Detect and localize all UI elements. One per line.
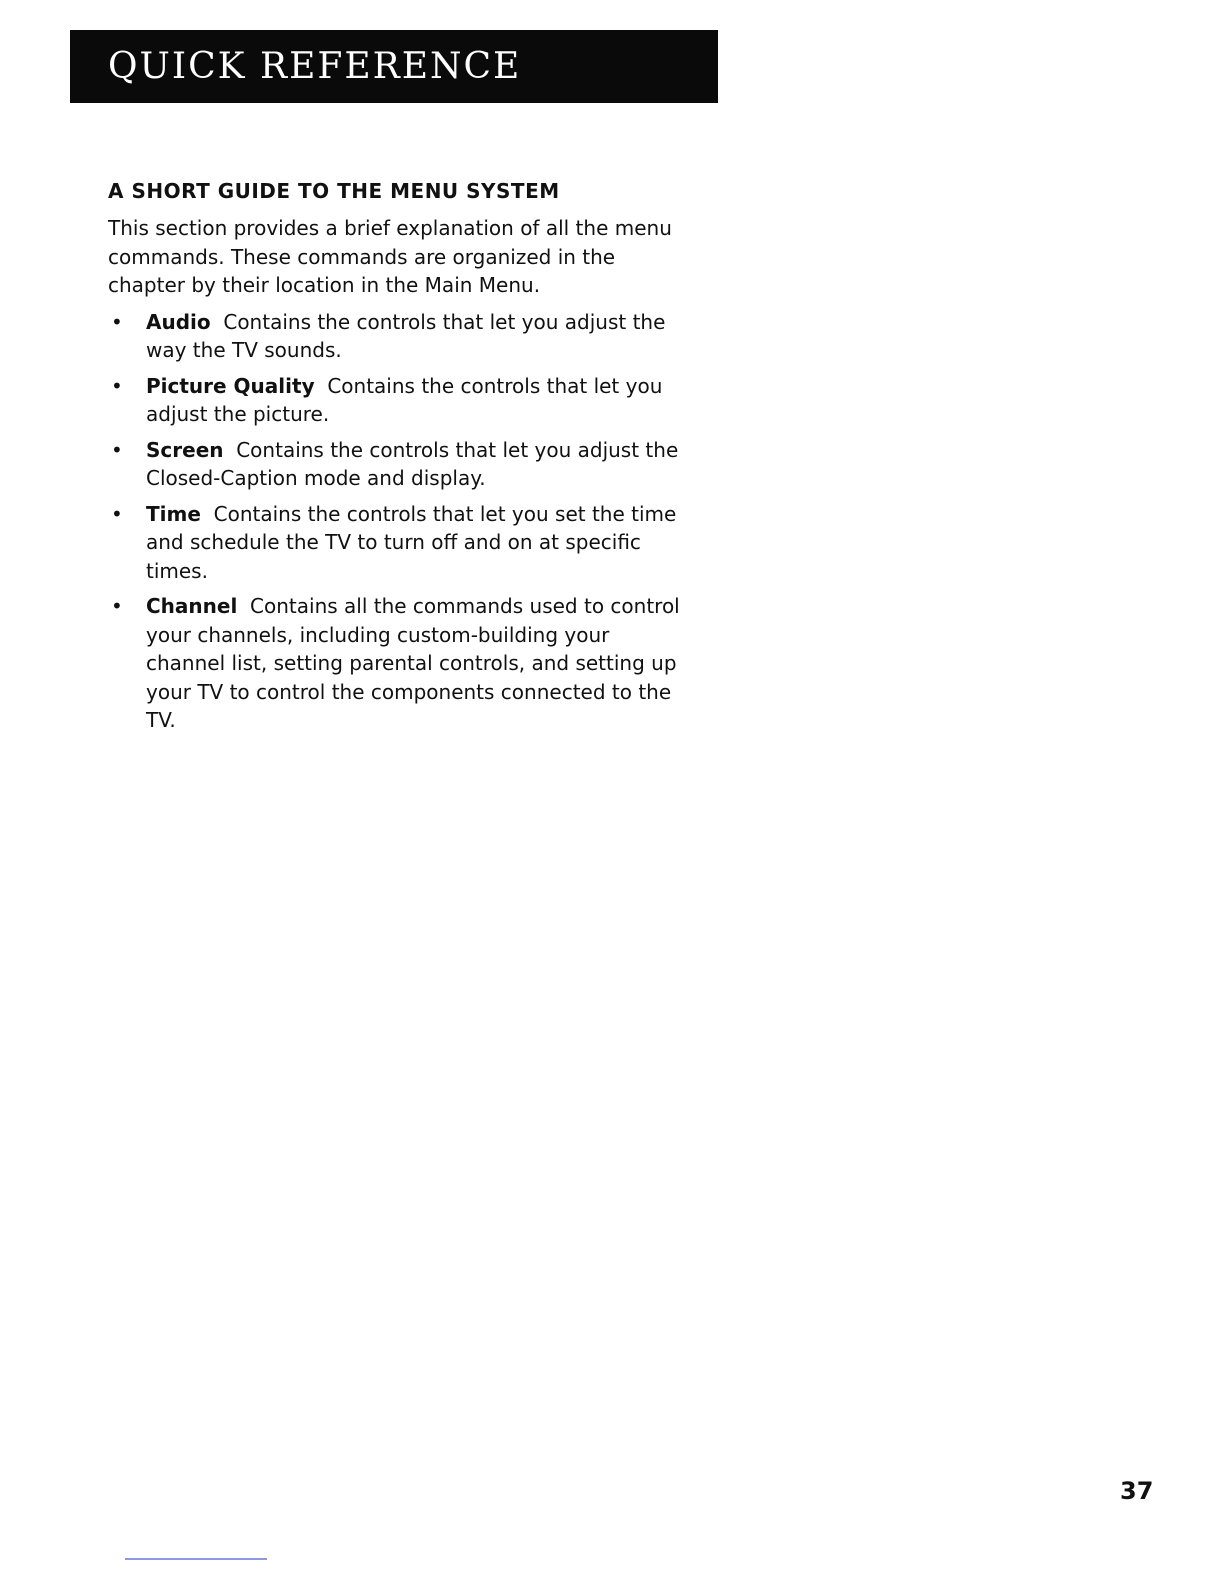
list-item-screen xyxy=(108,436,688,493)
footer-rule xyxy=(125,1558,267,1560)
page-title: QUICK REFERENCE xyxy=(108,46,522,87)
menu-commands-list xyxy=(108,308,688,735)
item-description: Contains the controls that let you adjust the Closed-Caption mode and display. xyxy=(146,437,679,490)
item-description: Contains the controls that let you adjust the way the TV sounds. xyxy=(146,309,666,362)
item-term: Channel xyxy=(146,594,238,618)
section-heading: A SHORT GUIDE TO THE MENU SYSTEM xyxy=(108,179,560,203)
intro-paragraph: This section provides a brief explanation of all the menu commands. These commands are organized in the chapter by their location in the Main Menu. xyxy=(108,216,672,297)
list-item-audio xyxy=(108,308,688,365)
item-description: Contains all the commands used to control your channels, including custom-building your channel list, setting parental controls, and setting up your TV to control the components connected to the TV. xyxy=(146,594,680,732)
bullet-icon: • xyxy=(111,437,123,462)
item-description: Contains the controls that let you set the time and schedule the TV to turn off and on at specific times. xyxy=(146,501,677,583)
bullet-icon: • xyxy=(111,594,123,618)
item-term: Screen xyxy=(146,437,224,462)
item-term: Picture Quality xyxy=(146,373,315,398)
list-item-channel xyxy=(108,592,688,735)
header-bar xyxy=(70,30,718,103)
item-term: Time xyxy=(146,501,201,526)
list-item-picture-quality xyxy=(108,372,688,429)
item-description: Contains the controls that let you adjust the picture. xyxy=(146,373,663,426)
list-item-time xyxy=(108,500,688,586)
bullet-icon: • xyxy=(111,309,123,334)
bullet-icon: • xyxy=(111,501,123,526)
page-number: 37 xyxy=(1120,1477,1154,1505)
bullet-icon: • xyxy=(111,373,123,398)
item-term: Audio xyxy=(146,309,211,334)
main-content xyxy=(108,176,688,742)
